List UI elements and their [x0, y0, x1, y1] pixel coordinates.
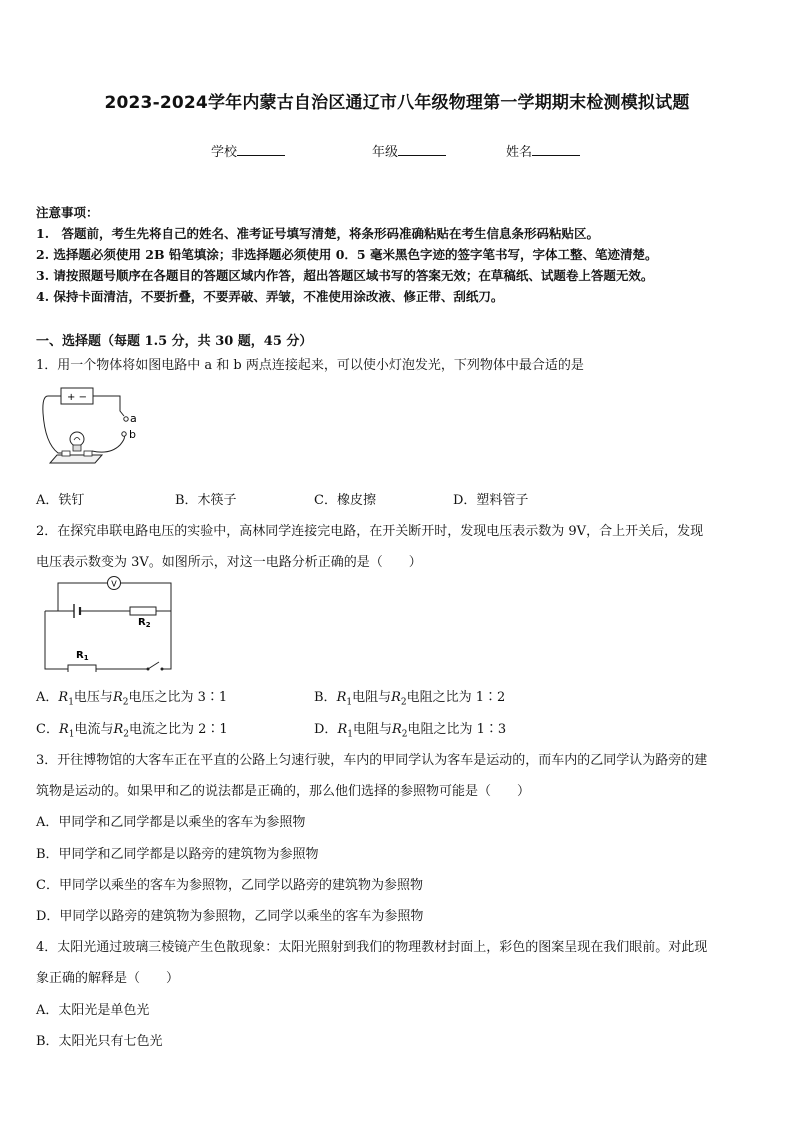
- q2-option-a[interactable]: A．$R_1$电压与$R_2$电压之比为 3∶1: [36, 690, 228, 708]
- note-item: 3. 请按照题号顺序在各题目的答题区域内作答，超出答题区域书写的答案无效；在草稿纸、试题卷上答题无效。: [36, 268, 654, 283]
- q3-option-c[interactable]: C．甲同学以乘坐的客车为参照物，乙同学以路旁的建筑物为参照物: [36, 878, 423, 893]
- q1-option-a[interactable]: A．铁钉: [36, 493, 85, 508]
- q3-stem-line1: 3．开往博物馆的大客车正在平直的公路上匀速行驶，车内的甲同学认为客车是运动的，而车内的乙同学认为路旁的建: [36, 753, 708, 768]
- q4-stem-line2: 象正确的解释是（ ）: [36, 971, 180, 986]
- page-title: 2023-2024学年内蒙古自治区通辽市八年级物理第一学期期末检测模拟试题: [104, 93, 690, 113]
- school-blank[interactable]: [237, 143, 285, 156]
- terminal-b-label: b: [129, 428, 136, 441]
- q2-stem-line2: 电压表示数变为 3V。如图所示，对这一电路分析正确的是（ ）: [36, 555, 422, 570]
- section-heading: 一、选择题（每题 1.5 分，共 30 题，45 分）: [36, 334, 313, 349]
- q4-stem-line1: 4．太阳光通过玻璃三棱镜产生色散现象：太阳光照射到我们的物理教材封面上，彩色的图案呈现在我们眼前。对此现: [36, 940, 708, 955]
- school-field[interactable]: [211, 141, 285, 160]
- voltmeter-label: V: [111, 579, 117, 589]
- q2-option-c[interactable]: C．$R_1$电流与$R_2$电流之比为 2∶1: [36, 722, 228, 740]
- note-item: 1. 答题前，考生先将自己的姓名、准考证号填写清楚，将条形码准确粘贴在考生信息条形码粘贴区。: [36, 226, 600, 241]
- name-blank[interactable]: [532, 143, 580, 156]
- q4-option-b[interactable]: B．太阳光只有七色光: [36, 1034, 163, 1049]
- grade-blank[interactable]: [398, 143, 446, 156]
- q1-stem: 1．用一个物体将如图电路中 a 和 b 两点连接起来，可以使小灯泡发光，下列物体中最合适的是: [36, 358, 584, 373]
- battery-label: + −: [67, 392, 87, 403]
- grade-field[interactable]: [372, 141, 446, 160]
- q3-stem-line2: 筑物是运动的。如果甲和乙的说法都是正确的，那么他们选择的参照物可能是（ ）: [36, 784, 531, 799]
- note-item: 2. 选择题必须使用 2B 铅笔填涂；非选择题必须使用 0．5 毫米黑色字迹的签字笔书写，字体工整、笔迹清楚。: [36, 247, 658, 262]
- r2-label: $R_2$: [138, 617, 151, 629]
- school-label: 学校: [211, 145, 238, 160]
- q4-option-a[interactable]: A．太阳光是单色光: [36, 1003, 150, 1018]
- r1-label: $R_1$: [76, 650, 89, 662]
- q1-option-c[interactable]: C．橡皮擦: [314, 493, 376, 508]
- notes-title: 注意事项：: [36, 205, 99, 220]
- q2-stem-line1: 2．在探究串联电路电压的实验中，高林同学连接完电路，在开关断开时，发现电压表示数为 9V，合上开关后，发现: [36, 524, 704, 539]
- q1-circuit-figure: [40, 383, 140, 468]
- q1-option-d[interactable]: D．塑料管子: [453, 493, 529, 508]
- q3-option-d[interactable]: D．甲同学以路旁的建筑物为参照物，乙同学以乘坐的客车为参照物: [36, 909, 424, 924]
- terminal-a-label: a: [130, 412, 137, 425]
- name-field[interactable]: [506, 141, 580, 160]
- q1-option-b[interactable]: B．木筷子: [175, 493, 237, 508]
- q2-option-b[interactable]: B．$R_1$电阻与$R_2$电阻之比为 1∶2: [314, 690, 506, 708]
- q3-option-b[interactable]: B．甲同学和乙同学都是以路旁的建筑物为参照物: [36, 847, 319, 862]
- note-item: 4. 保持卡面清洁，不要折叠，不要弄破、弄皱，不准使用涂改液、修正带、刮纸刀。: [36, 289, 504, 304]
- q3-option-a[interactable]: A．甲同学和乙同学都是以乘坐的客车为参照物: [36, 815, 306, 830]
- q2-option-d[interactable]: D．$R_1$电阻与$R_2$电阻之比为 1∶3: [314, 722, 507, 740]
- q2-circuit-figure: [40, 574, 175, 672]
- name-label: 姓名: [506, 145, 533, 160]
- grade-label: 年级: [372, 145, 399, 160]
